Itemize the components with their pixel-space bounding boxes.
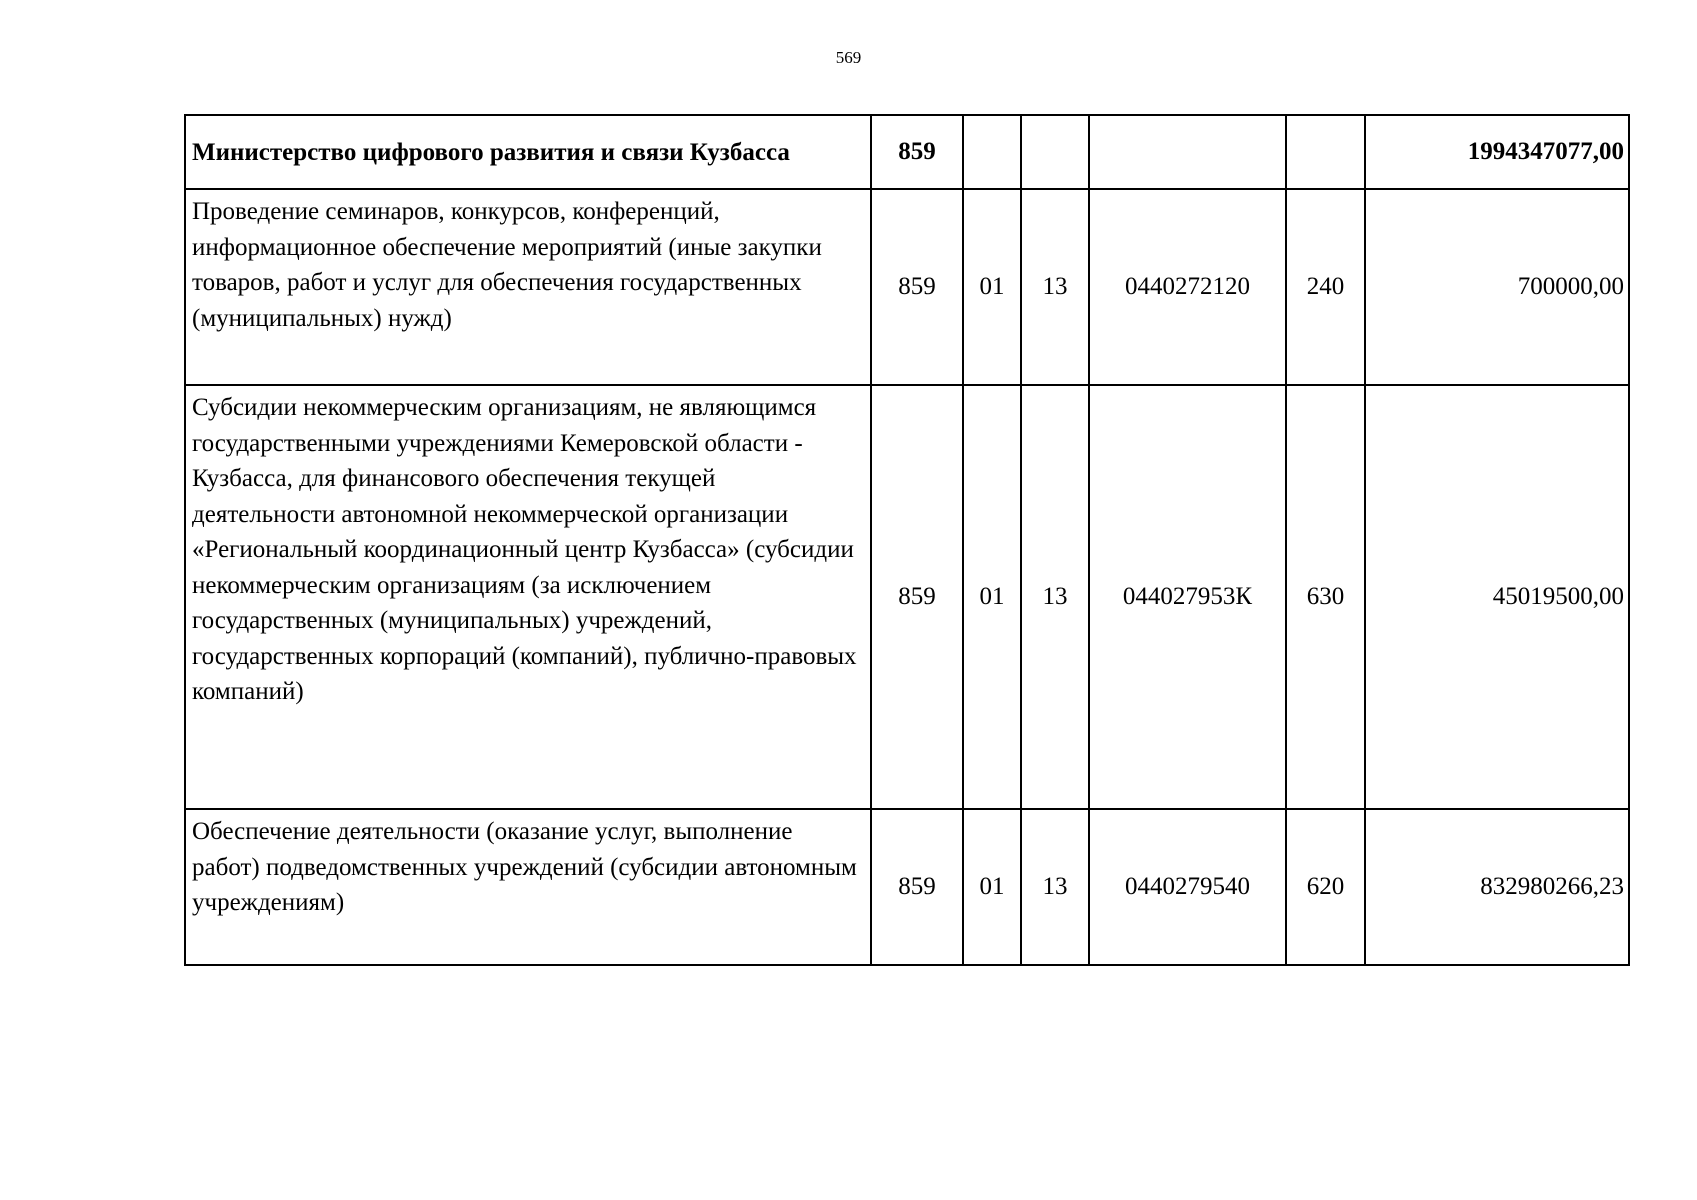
section-cell: 01 [963,385,1021,809]
ministry-code-cell: 859 [871,809,963,965]
target-article-cell: 0440272120 [1089,189,1286,385]
amount-cell: 832980266,23 [1365,809,1629,965]
table-row [185,189,1629,385]
ministry-code-cell: 859 [871,115,963,189]
amount-cell: 45019500,00 [1365,385,1629,809]
target-article-cell [1089,115,1286,189]
amount-cell: 700000,00 [1365,189,1629,385]
target-article-cell: 0440279540 [1089,809,1286,965]
expense-type-cell [1286,115,1365,189]
table-row [185,385,1629,809]
page-number: 569 [835,48,862,67]
table-row [185,809,1629,965]
expense-name-cell: Проведение семинаров, конкурсов, конференций, информационное обеспечение мероприятий (иные закупки товаров, работ и услуг для обеспечения государственных (муниципальных) нужд) [185,189,871,385]
amount-cell: 1994347077,00 [1365,115,1629,189]
subsection-cell: 13 [1021,809,1089,965]
expense-type-cell: 630 [1286,385,1365,809]
expense-type-cell: 240 [1286,189,1365,385]
target-article-cell: 044027953К [1089,385,1286,809]
section-cell [963,115,1021,189]
section-cell: 01 [963,189,1021,385]
ministry-code-cell: 859 [871,385,963,809]
subsection-cell [1021,115,1089,189]
expense-name-cell: Обеспечение деятельности (оказание услуг, выполнение работ) подведомственных учреждений (субсидии автономным учреждениям) [185,809,871,965]
budget-table [184,114,1630,966]
expense-type-cell: 620 [1286,809,1365,965]
ministry-name-cell: Министерство цифрового развития и связи Кузбасса [185,115,871,189]
section-cell: 01 [963,809,1021,965]
ministry-code-cell: 859 [871,189,963,385]
subsection-cell: 13 [1021,189,1089,385]
subsection-cell: 13 [1021,385,1089,809]
expense-name-cell: Субсидии некоммерческим организациям, не являющимся государственными учреждениями Кемеровской области - Кузбасса, для финансового обеспечения текущей деятельности автономной некоммерческой организации «Региональный координационный центр Кузбасса» (субсидии некоммерческим организациям (за исключением государственных (муниципальных) учреждений, государственных корпораций (компаний), публично-правовых компаний) [185,385,871,809]
ministry-header-row [185,115,1629,189]
